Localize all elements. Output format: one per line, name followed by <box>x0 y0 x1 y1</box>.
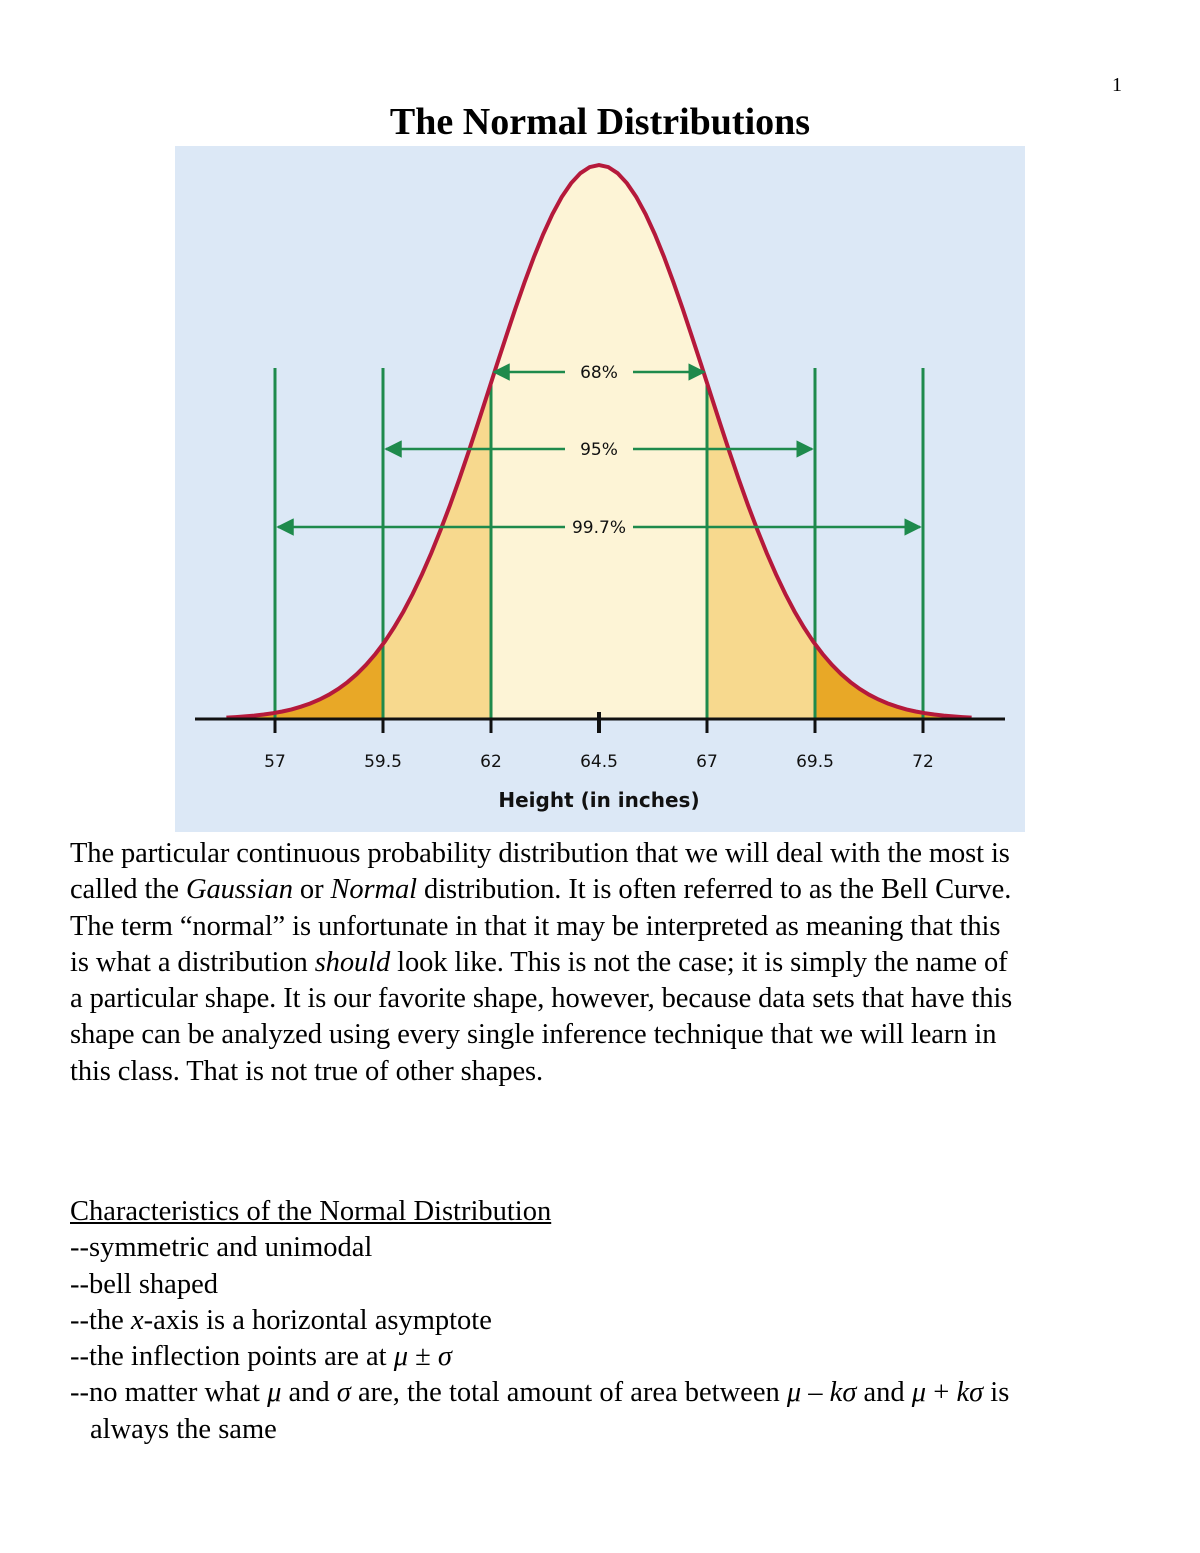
text-run: – <box>801 1377 830 1409</box>
characteristic-item <box>70 1230 1150 1266</box>
characteristics-heading: Characteristics of the Normal Distribution <box>70 1196 552 1227</box>
text-run: distribution. It is often referred to as the Bell Curve. <box>417 874 1012 906</box>
text-run: is what a distribution <box>70 946 315 978</box>
page-title: The Normal Distributions <box>389 101 811 143</box>
band-label: 95% <box>580 440 618 460</box>
characteristic-item <box>70 1375 1150 1448</box>
italic-text: σ <box>437 1341 452 1373</box>
x-tick-label: 62 <box>480 752 502 772</box>
characteristics-section <box>70 1194 1150 1448</box>
italic-text: should <box>314 946 391 978</box>
italic-text: μ <box>267 1377 282 1409</box>
text-run: this class. That is not true of other shapes. <box>70 1055 544 1087</box>
italic-text: Normal <box>330 874 418 906</box>
text-run: The particular continuous probability distribution that we will deal with the most is <box>70 838 1010 869</box>
characteristic-item <box>70 1339 1150 1375</box>
paragraph-line <box>70 909 1135 945</box>
paragraph-line <box>70 945 1135 981</box>
italic-text: x <box>130 1304 144 1336</box>
italic-text: μ <box>786 1377 802 1409</box>
x-tick-label: 57 <box>264 752 286 772</box>
characteristics-list <box>70 1230 1150 1448</box>
text-run: --the <box>70 1304 131 1336</box>
text-run: and <box>856 1377 912 1409</box>
text-run: is <box>983 1377 1010 1409</box>
x-tick-label: 69.5 <box>796 752 834 772</box>
x-axis-title: Height (in inches) <box>498 788 700 812</box>
text-run: --no matter what <box>70 1377 268 1409</box>
chart-svg <box>175 146 1025 832</box>
page-number: 1 <box>1112 74 1122 96</box>
text-run: --the inflection points are at <box>70 1341 394 1373</box>
normal-distribution-chart <box>175 146 1025 832</box>
x-tick-label: 72 <box>912 752 934 772</box>
text-run: called the <box>70 874 187 906</box>
paragraph-line <box>70 836 1135 872</box>
italic-text: kσ <box>829 1377 857 1409</box>
characteristic-item <box>70 1267 1150 1303</box>
text-run: a particular shape. It is our favorite shape, however, because data sets that have this <box>70 983 1013 1015</box>
italic-text: Gaussian <box>186 874 293 906</box>
text-run: -axis is a horizontal asymptote <box>143 1304 492 1336</box>
italic-text: kσ <box>956 1377 984 1409</box>
italic-text: σ <box>336 1377 351 1409</box>
x-tick-label: 59.5 <box>364 752 402 772</box>
text-run: look like. This is not the case; it is simply the name of <box>390 946 1008 978</box>
text-run: are, the total amount of area between <box>350 1377 787 1409</box>
paragraph-line <box>70 872 1135 908</box>
x-tick-label: 64.5 <box>580 752 618 772</box>
characteristic-item <box>70 1303 1150 1339</box>
paragraph-line <box>70 1054 1135 1090</box>
text-run: or <box>292 874 331 906</box>
band-label: 68% <box>580 363 618 383</box>
text-run: --symmetric and unimodal <box>70 1232 373 1264</box>
text-run: The term “normal” is unfortunate in that it may be interpreted as meaning that this <box>70 910 1001 942</box>
italic-text: μ <box>911 1377 927 1409</box>
text-run: --bell shaped <box>70 1268 218 1300</box>
text-run: ± <box>408 1341 438 1373</box>
paragraph-line <box>70 1017 1135 1053</box>
text-run: always the same <box>90 1413 277 1445</box>
text-run: shape can be analyzed using every single inference technique that we will learn in <box>70 1019 997 1051</box>
band-label: 99.7% <box>571 518 627 538</box>
text-run: + <box>926 1377 957 1409</box>
x-tick-label: 67 <box>696 752 718 772</box>
text-run: and <box>281 1377 337 1409</box>
italic-text: μ <box>393 1341 408 1373</box>
paragraph-line <box>70 981 1135 1017</box>
intro-paragraph <box>70 836 1135 1090</box>
